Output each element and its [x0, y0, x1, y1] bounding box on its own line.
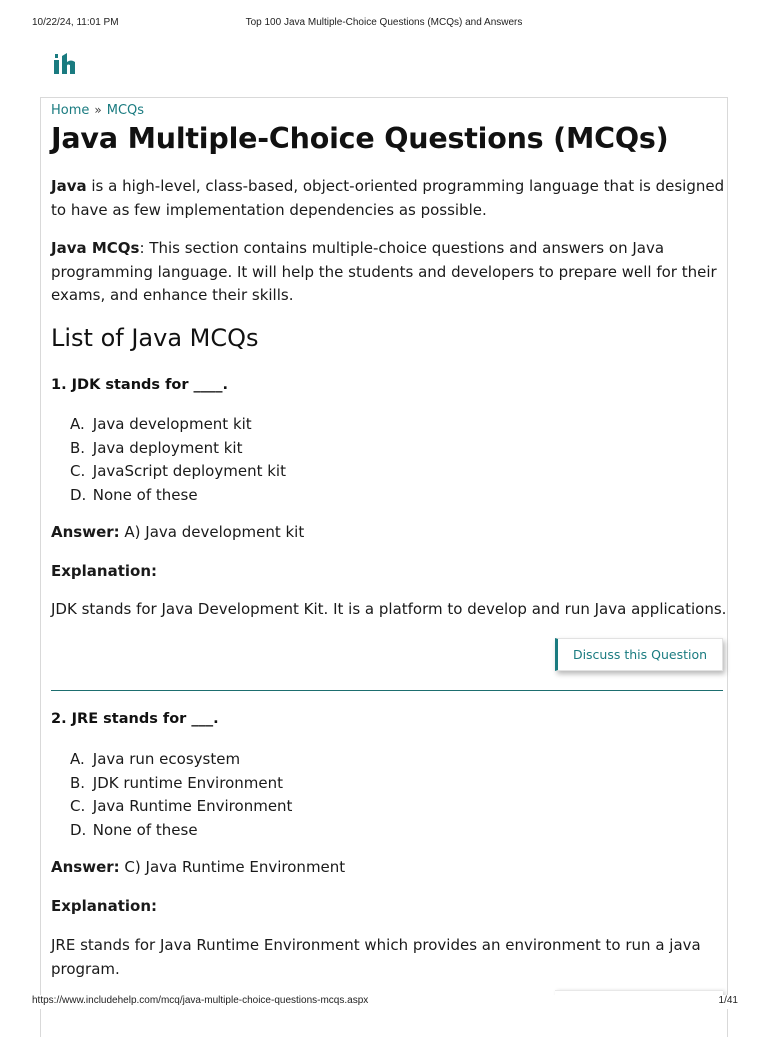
breadcrumb-mcqs-link[interactable]: MCQs — [106, 103, 145, 118]
question-2-answer — [51, 858, 345, 876]
question-1-explanation: JDK stands for Java Development Kit. It is a platform to develop and run Java applications. — [51, 600, 727, 618]
print-datetime: 10/22/24, 11:01 PM — [32, 17, 119, 28]
option-letter: D. — [70, 485, 87, 504]
question-1-answer — [51, 523, 304, 541]
answer-text: A) Java development kit — [119, 523, 305, 541]
option-text: None of these — [92, 485, 198, 504]
question-1-option-a — [70, 413, 286, 437]
option-text: JavaScript deployment kit — [92, 462, 286, 480]
option-text: Java development kit — [92, 415, 252, 433]
page-title: Java Multiple-Choice Questions (MCQs) — [51, 122, 669, 155]
question-2-option-d — [70, 819, 292, 843]
question-1-option-c — [70, 460, 286, 484]
breadcrumb — [51, 103, 144, 118]
question-1-title: 1. JDK stands for ____. — [51, 377, 229, 393]
question-2-option-a — [70, 748, 292, 772]
answer-label: Answer: — [51, 858, 120, 876]
explanation-label: Explanation: — [51, 897, 158, 915]
print-header — [0, 17, 768, 31]
option-text: JDK runtime Environment — [92, 773, 283, 792]
question-1-option-d — [70, 484, 286, 508]
question-2-options — [70, 748, 292, 842]
option-letter: C. — [70, 462, 86, 480]
option-letter: D. — [70, 820, 87, 839]
option-text: None of these — [92, 820, 198, 839]
includehelp-logo-icon[interactable] — [53, 52, 79, 74]
question-2-option-c — [70, 795, 292, 819]
question-2-option-b — [70, 772, 292, 796]
print-footer — [0, 995, 768, 1009]
option-letter: A. — [70, 415, 85, 433]
answer-text: C) Java Runtime Environment — [119, 858, 346, 876]
intro-term-java: Java — [51, 177, 87, 195]
question-2-explanation-label — [51, 897, 157, 915]
option-text: Java deployment kit — [92, 438, 243, 457]
option-letter: C. — [70, 797, 86, 815]
question-2-explanation: JRE stands for Java Runtime Environment which provides an environment to run a java program. — [51, 936, 701, 978]
print-page-number: 1/41 — [718, 995, 738, 1006]
mcqs-description-text: : This section contains multiple-choice questions and answers on Java programming language. It will help the students and developers to prepare well for their exams, and enhance their skills. — [51, 239, 717, 304]
intro-text: is a high-level, class-based, object-oriented programming language that is designed to have as few implementation dependencies as possible. — [51, 177, 725, 219]
print-url: https://www.includehelp.com/mcq/java-multiple-choice-questions-mcqs.aspx — [32, 995, 369, 1006]
option-letter: B. — [70, 438, 86, 457]
discuss-question-button[interactable]: Discuss this Question — [555, 638, 723, 671]
option-letter: B. — [70, 773, 86, 792]
explanation-label: Explanation: — [51, 562, 158, 580]
option-text: Java Runtime Environment — [92, 797, 293, 815]
option-letter: A. — [70, 750, 85, 768]
mcqs-description-paragraph — [51, 237, 726, 308]
intro-term-java-mcqs: Java MCQs — [51, 239, 140, 257]
section-title: List of Java MCQs — [51, 324, 259, 352]
breadcrumb-separator: » — [94, 103, 102, 117]
answer-label: Answer: — [51, 523, 120, 541]
question-divider — [51, 690, 723, 691]
question-1-explanation-label — [51, 562, 157, 580]
option-text: Java run ecosystem — [92, 750, 241, 768]
intro-paragraph — [51, 175, 726, 222]
breadcrumb-home-link[interactable]: Home — [51, 103, 90, 118]
question-1-options — [70, 413, 286, 507]
print-page-title: Top 100 Java Multiple-Choice Questions (MCQs) and Answers — [245, 17, 523, 28]
question-1-option-b — [70, 437, 286, 461]
question-2-title: 2. JRE stands for ___. — [51, 711, 219, 727]
